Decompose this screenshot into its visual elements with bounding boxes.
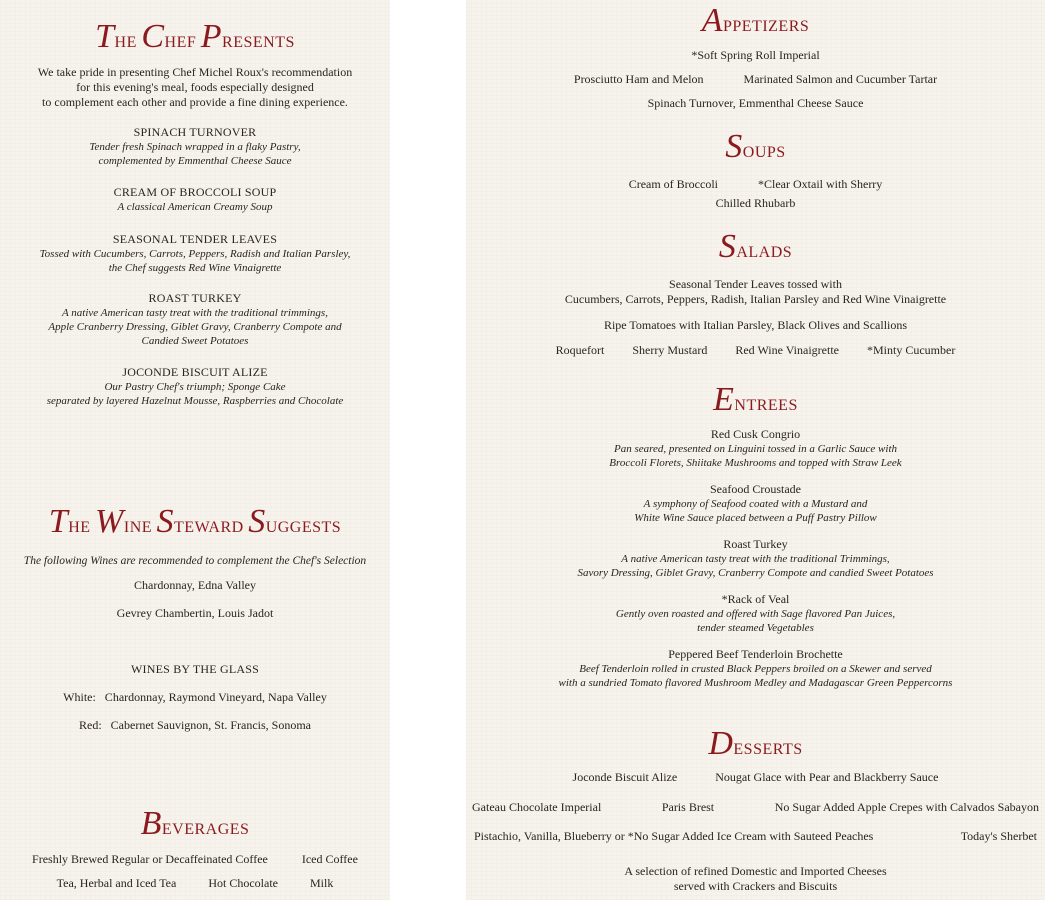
dressings-row (466, 343, 1045, 358)
appetizers-row (466, 72, 1045, 87)
app-prosciutto: Prosciutto Ham and Melon (573, 72, 704, 86)
app-spinach: Spinach Turnover, Emmenthal Cheese Sauce (647, 96, 864, 110)
entree-beef: Peppered Beef Tenderloin Brochette Beef Tenderloin rolled in crusted Black Peppers broiled on a Skewer and served with a sundried Tomato flavored Mushroom Medley and Madagascar Green Peppercorns (558, 647, 953, 689)
entrees-heading: ENTREES (713, 381, 798, 418)
bev-hot-chocolate: Hot Chocolate (208, 876, 278, 890)
soup-broccoli: Cream of Broccoli (628, 177, 718, 191)
beverages-row-2 (0, 876, 390, 891)
soup-oxtail: *Clear Oxtail with Sherry (758, 177, 883, 191)
wine-steward-heading: THE WINE STEWARD SUGGESTS (48, 503, 342, 540)
entree-seafood: Seafood Croustade A symphony of Seafood coated with a Mustard and White Wine Sauce placed between a Puff Pastry Pillow (634, 482, 877, 524)
soups-row (466, 177, 1045, 192)
dessert-apple-crepes: No Sugar Added Apple Crepes with Calvados Sabayon (774, 800, 1039, 814)
salad-line-2: Cucumbers, Carrots, Peppers, Radish, Italian Parsley and Red Wine Vinaigrette (564, 292, 947, 306)
wine-chardonnay: Chardonnay, Edna Valley (134, 578, 256, 592)
dessert-gateau: Gateau Chocolate Imperial (472, 800, 602, 814)
chef-item-turkey: ROAST TURKEY A native American tasty treat with the traditional trimmings, Apple Cranberry Dressing, Giblet Gravy, Cranberry Compote and Candied Sweet Potatoes (48, 291, 342, 347)
desserts-row-2 (466, 800, 1045, 815)
dressing-red-wine: Red Wine Vinaigrette (735, 343, 839, 357)
wine-gevrey: Gevrey Chambertin, Louis Jadot (116, 606, 274, 620)
dessert-sherbet: Today's Sherbet (960, 829, 1037, 843)
desserts-row-3 (466, 829, 1045, 844)
entree-turkey: Roast Turkey A native American tasty treat with the traditional Trimmings, Savory Dressing, Giblet Gravy, Cranberry Compote and candied Sweet Potatoes (577, 537, 934, 579)
bev-tea: Tea, Herbal and Iced Tea (56, 876, 177, 890)
salad-line-1: Seasonal Tender Leaves tossed with (669, 277, 842, 291)
dessert-paris-brest: Paris Brest (661, 800, 715, 814)
dessert-cheese: A selection of refined Domestic and Imported Cheeses served with Crackers and Biscuits (624, 864, 887, 893)
beverages-heading: BEVERAGES (140, 805, 250, 842)
beverages-row-1 (0, 852, 390, 867)
dessert-nougat: Nougat Glace with Pear and Blackberry Sauce (715, 770, 939, 784)
chef-intro: We take pride in presenting Chef Michel Roux's recommendation for this evening's meal, foods especially designed to complement each other and provide a fine dining experience. (37, 65, 353, 109)
dessert-joconde: Joconde Biscuit Alize (572, 770, 678, 784)
glass-red: Red: Cabernet Sauvignon, St. Francis, Sonoma (79, 718, 311, 732)
entree-red-cusk: Red Cusk Congrio Pan seared, presented on Linguini tossed in a Garlic Sauce with Broccoli Florets, Shiitake Mushrooms and topped with Straw Leek (609, 427, 902, 469)
chef-item-biscuit: JOCONDE BISCUIT ALIZE Our Pastry Chef's triumph; Sponge Cake separated by layered Hazelnut Mousse, Raspberries and Chocolate (46, 365, 344, 407)
chef-presents-heading: THE CHEF PRESENTS (95, 18, 295, 55)
app-spring-roll: *Soft Spring Roll Imperial (691, 48, 820, 62)
wines-by-glass-title: WINES BY THE GLASS (131, 662, 259, 676)
bev-iced-coffee: Iced Coffee (301, 852, 358, 866)
chef-item-soup: CREAM OF BROCCOLI SOUP A classical American Creamy Soup (113, 185, 277, 213)
dressing-roquefort: Roquefort (555, 343, 605, 357)
salads-heading: SALADS (718, 228, 793, 265)
desserts-row-1 (466, 770, 1045, 785)
dessert-ice-cream: Pistachio, Vanilla, Blueberry or *No Sugar Added Ice Cream with Sauteed Peaches (474, 829, 874, 843)
desserts-heading: DESSERTS (708, 725, 803, 762)
wine-intro: The following Wines are recommended to complement the Chef's Selection (23, 555, 367, 567)
left-menu-panel (0, 0, 390, 900)
dressing-sherry-mustard: Sherry Mustard (632, 343, 708, 357)
soup-rhubarb: Chilled Rhubarb (715, 196, 796, 210)
bev-coffee: Freshly Brewed Regular or Decaffeinated Coffee (32, 852, 268, 866)
entree-veal: *Rack of Veal Gently oven roasted and offered with Sage flavored Pan Juices, tender steamed Vegetables (615, 592, 896, 634)
app-salmon: Marinated Salmon and Cucumber Tartar (743, 72, 938, 86)
bev-milk: Milk (310, 876, 334, 890)
chef-item-leaves: SEASONAL TENDER LEAVES Tossed with Cucumbers, Carrots, Peppers, Radish and Italian Parsley, the Chef suggests Red Wine Vinaigrette (39, 232, 351, 274)
right-menu-panel (466, 0, 1045, 900)
salad-tomatoes: Ripe Tomatoes with Italian Parsley, Black Olives and Scallions (603, 318, 908, 332)
appetizers-heading: APPETIZERS (701, 2, 810, 39)
soups-heading: SOUPS (725, 128, 786, 165)
chef-item-spinach: SPINACH TURNOVER Tender fresh Spinach wrapped in a flaky Pastry, complemented by Emmenthal Cheese Sauce (89, 125, 301, 167)
glass-white: White: Chardonnay, Raymond Vineyard, Napa Valley (63, 690, 327, 704)
dressing-minty-cucumber: *Minty Cucumber (867, 343, 956, 357)
